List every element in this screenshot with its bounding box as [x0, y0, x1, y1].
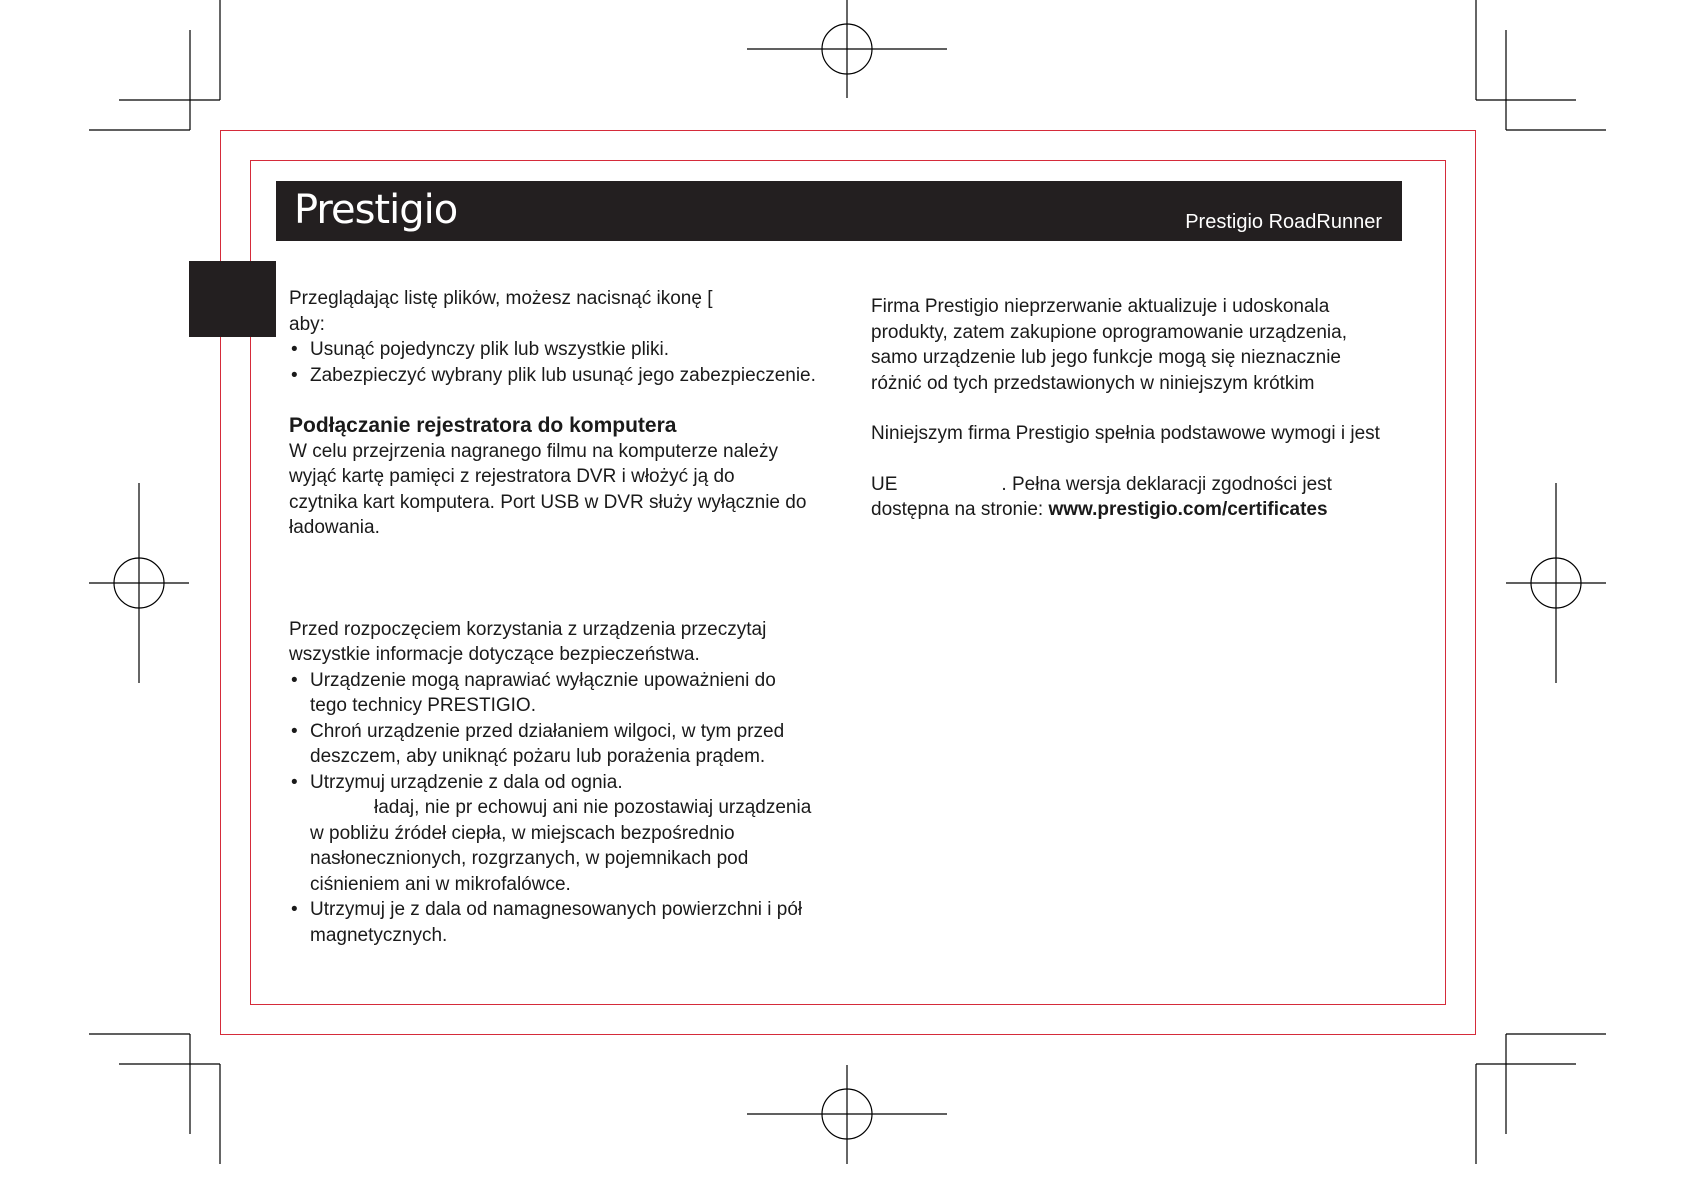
- registration-mark-bottom: [747, 1065, 947, 1164]
- paragraph-line: produkty, zatem zakupione oprogramowanie urządzenia,: [871, 321, 1347, 343]
- paragraph-line: czytnika kart komputera. Port USB w DVR służy wyłącznie do: [289, 491, 807, 513]
- paragraph-line: Przed rozpoczęciem korzystania z urządzenia przeczytaj: [289, 618, 767, 640]
- list-item: • Utrzymuj urządzenie z dala od ognia.: [289, 770, 829, 796]
- left-column: [289, 286, 829, 948]
- paragraph-line: wyjąć kartę pamięci z rejestratora DVR i włożyć ją do: [289, 466, 735, 487]
- paragraph-line: W celu przejrzenia nagranego filmu na komputerze należy: [289, 440, 778, 462]
- paragraph-line: ładaj, nie pr echowuj ani nie pozostawiaj urządzenia: [374, 797, 812, 818]
- list-item: • Utrzymuj je z dala od namagnesowanych powierzchni i pół magnetycznych.: [289, 897, 829, 948]
- paragraph-line: nasłonecznionych, rozgrzanych, w pojemnikach pod: [310, 848, 749, 869]
- paragraph-line: ładowania.: [289, 517, 380, 538]
- right-column: [871, 294, 1411, 523]
- list-item: • Urządzenie mogą naprawiać wyłącznie upoważnieni do tego technicy PRESTIGIO.: [289, 668, 829, 719]
- list-item: • Chroń urządzenie przed działaniem wilgoci, w tym przed deszczem, aby uniknąć pożaru lub porażenia prądem.: [289, 719, 829, 770]
- registration-mark-left: [89, 483, 189, 683]
- product-name: Prestigio RoadRunner: [1185, 211, 1382, 233]
- paragraph-line: samo urządzenie lub jego funkcje mogą się nieznacznie: [871, 347, 1341, 368]
- magnet-list: [289, 897, 829, 948]
- certificates-link[interactable]: www.prestigio.com/certificates: [1048, 499, 1328, 520]
- compliance-text: Niniejszym firma Prestigio spełnia podstawowe wymogi i jest: [871, 423, 1380, 444]
- list-item: • Usunąć pojedynczy plik lub wszystkie pliki.: [289, 337, 829, 363]
- file-options-list: [289, 337, 829, 388]
- declaration-line: UE . Pełna wersja deklaracji zgodności jest: [871, 473, 1332, 495]
- prestigio-logo: Prestigio: [294, 187, 458, 233]
- paragraph-line: w pobliżu źródeł ciepła, w miejscach bezpośrednio: [310, 822, 735, 844]
- paragraph-line: różnić od tych przedstawionych w niniejszym krótkim: [871, 372, 1315, 394]
- paragraph-line: Firma Prestigio nieprzerwanie aktualizuje i udoskonala: [871, 296, 1330, 317]
- registration-mark-top: [747, 0, 947, 98]
- header-bar: [276, 181, 1402, 241]
- safety-list: [289, 668, 829, 796]
- intro-text: Przeglądając listę plików, możesz nacisnąć ikonę [: [289, 288, 713, 309]
- certificates-line: dostępna na stronie: www.prestigio.com/certificates: [871, 499, 1328, 520]
- registration-mark-right: [1506, 483, 1606, 683]
- section-heading-pc: Podłączanie rejestratora do komputera: [289, 414, 677, 437]
- list-item: • Zabezpieczyć wybrany plik lub usunąć jego zabezpieczenie.: [289, 363, 829, 389]
- section-tab: [189, 261, 276, 337]
- intro-text-cont: aby:: [289, 313, 325, 335]
- paragraph-line: ciśnieniem ani w mikrofalówce.: [310, 873, 571, 895]
- paragraph-line: wszystkie informacje dotyczące bezpieczeństwa.: [289, 644, 700, 665]
